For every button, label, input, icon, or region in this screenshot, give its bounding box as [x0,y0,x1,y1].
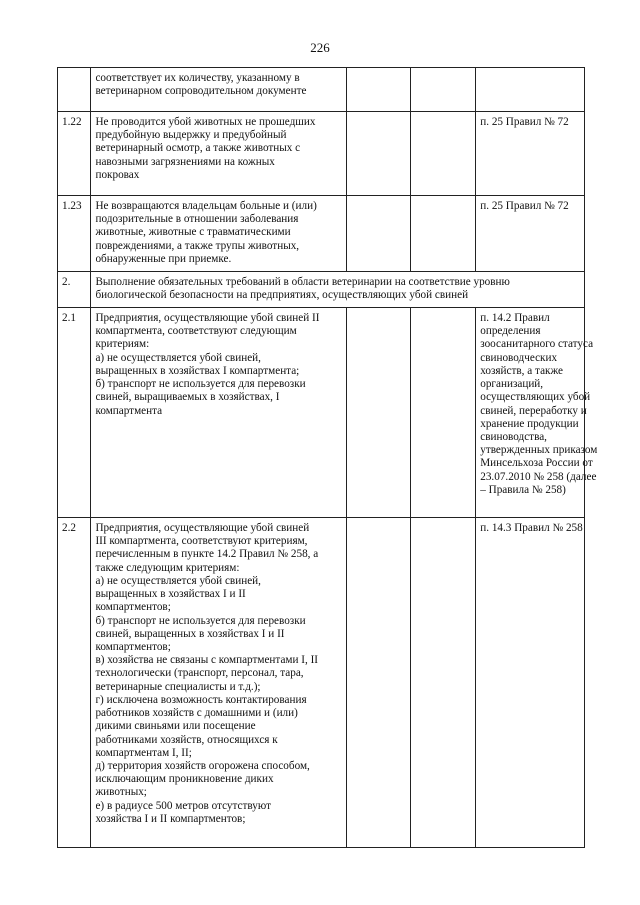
table-row [58,518,585,848]
text-line: Не возвращаются владельцам больные и (или) [95,200,317,212]
text-line: д) территория хозяйств огорожена способом, [95,759,310,772]
reference-line: свиноводства, [480,430,547,443]
text-line: подозрительные в отношении заболевания [95,213,299,226]
reference-line: – Правила № 258) [480,483,566,496]
text-line: навозными загрязнениями на кожных [95,155,275,168]
text-line: животных; [95,786,147,799]
text-line: б) транспорт не используется для перевозки [95,614,306,627]
row-number [58,68,91,112]
answer-no-cell[interactable] [411,196,476,272]
reference-line: 23.07.2010 № 258 (далее [480,470,597,483]
text-line: предубойную выдержку и предубойный [95,129,287,142]
answer-no-cell[interactable] [411,68,476,112]
text-line: Предприятия, осуществляющие убой свиней II [95,312,320,324]
legal-reference [476,518,585,848]
reference-line: определения [480,325,541,338]
text-line: компартментов; [95,640,171,653]
row-number: 2. [58,272,91,308]
text-line: III компартмента, соответствуют критериям, [95,535,308,548]
reference-line: утвержденных приказом [480,444,598,457]
reference-line: свиноводческих [480,351,558,364]
table-row [58,68,585,112]
text-line: покровах [95,168,140,181]
text-line: выращенных в хозяйствах I компартмента; [95,364,300,377]
text-line: соответствует их количеству, указанному в [95,72,300,84]
text-line: компартмента, соответствуют следующим [95,325,297,338]
text-line: перечисленным в пункте 14.2 Правил № 258, а [95,548,319,561]
reference-line: осуществляющих убой [480,391,591,404]
section-title [91,272,585,308]
text-line: хозяйства I и II компартментов; [95,812,246,825]
text-line: а) не осуществляется убой свиней, [95,574,261,587]
reference-line: хранение продукции [480,417,579,430]
reference-line: организаций, [480,378,544,391]
requirement-text [91,518,346,848]
text-line: компартмента [95,404,163,417]
text-line: работниками хозяйств, относящихся к [95,733,278,746]
reference-line: Минсельхоза России от [480,457,593,470]
requirement-text [91,196,346,272]
table-row [58,308,585,518]
answer-yes-cell[interactable] [346,196,411,272]
text-line: критериям: [95,338,150,351]
text-line: исключающим проникновение диких [95,773,274,786]
requirement-text [91,68,346,112]
answer-no-cell[interactable] [411,518,476,848]
legal-reference [476,112,585,196]
text-line: также следующим критериям: [95,561,240,574]
row-number: 1.22 [58,112,91,196]
answer-yes-cell[interactable] [346,68,411,112]
text-line: свиней, выращиваемых в хозяйствах, I [95,391,280,404]
text-line: работников хозяйств с домашними и (или) [95,707,298,720]
reference-line: п. 14.2 Правил [480,312,550,324]
text-line: компартментам I, II; [95,746,192,759]
row-number: 1.23 [58,196,91,272]
text-line: выращенных в хозяйствах I и II [95,588,246,601]
reference-line: свиней, переработку и [480,404,587,417]
legal-reference [476,68,585,112]
text-line: биологической безопасности на предприятиях, осуществляющих убой свиней [95,289,469,302]
text-line: Выполнение обязательных требований в области ветеринарии на соответствие уровню [95,276,510,288]
table-row [58,112,585,196]
text-line: повреждениями, а также трупы животных, [95,239,300,252]
text-line: в) хозяйства не связаны с компартментами I, II [95,654,319,667]
legal-reference [476,196,585,272]
reference-line: хозяйств, а также [480,364,564,377]
text-line: г) исключена возможность контактирования [95,693,307,706]
reference-line: п. 14.3 Правил № 258 [480,522,583,534]
answer-yes-cell[interactable] [346,308,411,518]
page-number: 226 [310,40,330,55]
requirement-text [91,308,346,518]
text-line: свиней, выращенных в хозяйствах I и II [95,627,285,640]
text-line: дикими свиньями или посещение [95,720,256,733]
text-line: технологически (транспорт, персонал, тара, [95,667,304,680]
reference-line: зоосанитарного статуса [480,338,594,351]
text-line: ветеринарный осмотр, а также животных с [95,142,301,155]
text-line: б) транспорт не используется для перевозки [95,378,306,391]
answer-yes-cell[interactable] [346,112,411,196]
text-line: компартментов; [95,601,171,614]
text-line: а) не осуществляется убой свиней, [95,351,261,364]
section-row [58,272,585,308]
text-line: ветеринарные специалисты и т.д.); [95,680,261,693]
answer-no-cell[interactable] [411,112,476,196]
text-line: Не проводится убой животных не прошедших [95,116,316,128]
requirements-table [57,67,598,848]
text-line: е) в радиусе 500 метров отсутствуют [95,799,271,812]
reference-line: п. 25 Правил № 72 [480,116,569,128]
answer-no-cell[interactable] [411,308,476,518]
requirement-text [91,112,346,196]
text-line: обнаруженные при приемке. [95,252,232,265]
row-number: 2.1 [58,308,91,518]
answer-yes-cell[interactable] [346,518,411,848]
text-line: Предприятия, осуществляющие убой свиней [95,522,310,534]
row-number: 2.2 [58,518,91,848]
legal-reference [476,308,598,518]
text-line: животные, животные с травматическими [95,226,291,239]
text-line: ветеринарном сопроводительном документе [95,85,307,98]
table-row [58,196,585,272]
reference-line: п. 25 Правил № 72 [480,200,569,212]
